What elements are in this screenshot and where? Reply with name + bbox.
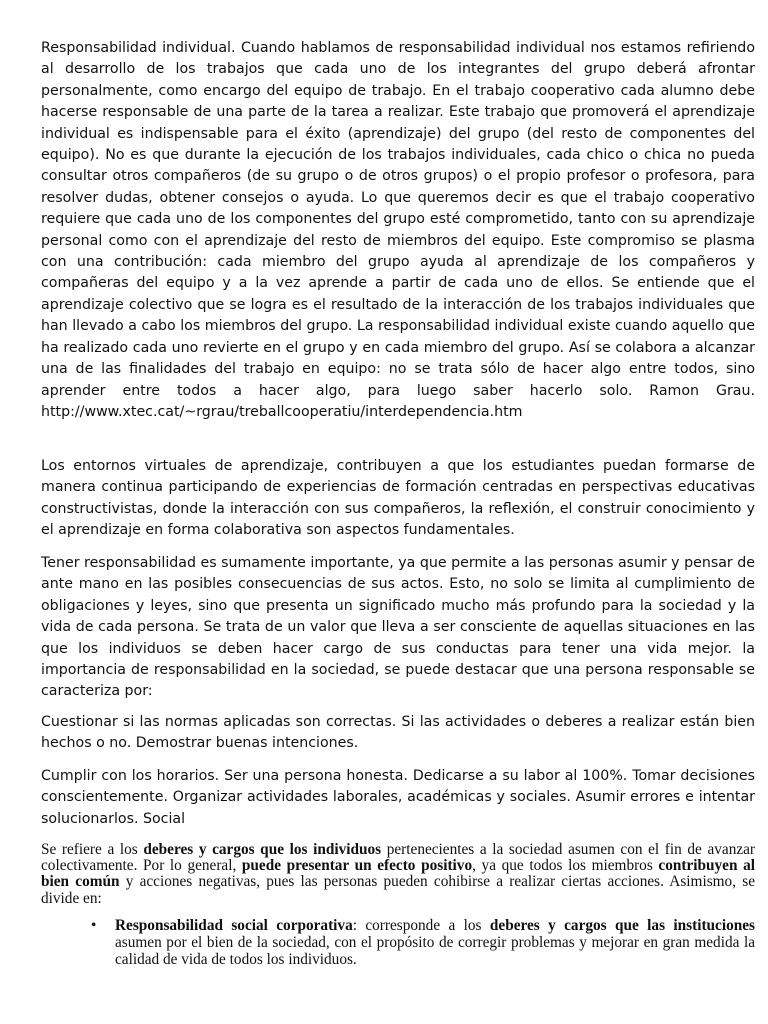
text-segment: asumen por el bien de la sociedad, con el propósito de corregir problemas y mejorar en gran medida la calidad de vida de todos los individuos. xyxy=(115,934,755,968)
text-segment: : corresponde a los xyxy=(352,917,490,934)
paragraph-social-responsibility xyxy=(41,842,755,907)
bold-segment: deberes y cargos que los individuos xyxy=(143,841,382,858)
source-link[interactable]: http://www.xtec.cat/~rgrau/treballcooperatiu/interdependencia.htm xyxy=(41,403,523,420)
paragraph-virtual-environments: Los entornos virtuales de aprendizaje, contribuyen a que los estudiantes puedan formarse de manera continua participando de experiencias de formación centradas en perspectivas educativas constructivistas, donde la interacción con sus compañeros, la reflexión, el construir conocimiento y el aprendizaje en forma colaborativa son aspectos fundamentales. xyxy=(41,458,755,539)
bullet-item-corporate xyxy=(91,917,755,968)
text-segment: Se refiere a los xyxy=(41,841,144,858)
paragraph-characteristics-1: Cuestionar si las normas aplicadas son correctas. Si las actividades o deberes a realizar están bien hechos o no. Demostrar buenas intenciones. xyxy=(41,714,755,752)
bold-segment: contribuyen al bien común xyxy=(41,857,755,891)
bold-segment: Responsabilidad social corporativa xyxy=(115,917,353,934)
bold-segment: deberes y cargos que las instituciones xyxy=(489,917,755,934)
bullet-dot-icon: • xyxy=(91,917,97,934)
paragraph-body: Responsabilidad individual. Cuando hablamos de responsabilidad individual nos estamos refiriendo al desarrollo de los trabajos que cada uno de los integrantes del grupo deberá afrontar personalmente, como encargo del equipo de trabajo. En el trabajo cooperativo cada alumno debe hacerse responsable de una parte de la tarea a realizar. Este trabajo que promoverá el aprendizaje individual es indispensable para el éxito (aprendizaje) del grupo (del resto de componentes del equipo). No es que durante la ejecución de los trabajos individuales, cada chico o chica no pueda consultar otros compañeros (de su grupo o de otros grupos) o el propio profesor o profesora, para resolver dudas, obtener consejos o ayuda. Lo que queremos decir es que el trabajo cooperativo requiere que cada uno de los componentes del grupo esté comprometido, tanto con su aprendizaje personal como con el aprendizaje del resto de miembros del equipo. Este compromiso se plasma con una contribución: cada miembro del grupo ayuda al aprendizaje de los compañeros y compañeras del equipo y a la vez aprende a partir de cada uno de ellos. Se entiende que el aprendizaje colectivo que se logra es el resultado de la interacción de los trabajos individuales que han llevado a cabo los miembros del grupo. La responsabilidad individual existe cuando aquello que ha realizado cada uno revierte en el grupo y en cada miembro del grupo. Así se colabora a alcanzar una de las finalidades del trabajo en equipo: no se trata sólo de hacer algo entre todos, sino aprender entre todos a hacer algo, para luego saber hacerlo solo. Ramon Grau. xyxy=(41,40,755,399)
text-segment: pertenecientes a la sociedad asumen con el fin de avanzar colectivamente. Por lo general, xyxy=(41,841,756,875)
paragraph-individual-responsibility xyxy=(41,38,755,423)
paragraph-responsibility-importance: Tener responsabilidad es sumamente importante, ya que permite a las personas asumir y pensar de ante mano en las posibles consecuencias de sus actos. Esto, no solo se limita al cumplimiento de obligaciones y leyes, sino que presenta un significado mucho más profundo para la sociedad y la vida de cada persona. Se trata de un valor que lleva a ser consciente de aquellas situaciones en las que los individuos se deben hacer cargo de sus conductas para tener una vida mejor. la importancia de responsabilidad en la sociedad, se puede destacar que una persona responsable se caracteriza por: xyxy=(41,555,755,700)
paragraph-characteristics-2: Cumplir con los horarios. Ser una persona honesta. Dedicarse a su labor al 100%. Tomar decisiones conscientemente. Organizar actividades laborales, académicas y sociales. Asumir errores e intentar solucionarlos. Social xyxy=(41,768,755,827)
text-segment: y acciones negativas, pues las personas pueden cohibirse a realizar ciertas acciones. Asimismo, se divide en: xyxy=(41,873,756,907)
bold-segment: puede presentar un efecto positivo xyxy=(241,857,473,875)
text-segment: , ya que todos los miembros xyxy=(472,857,659,875)
